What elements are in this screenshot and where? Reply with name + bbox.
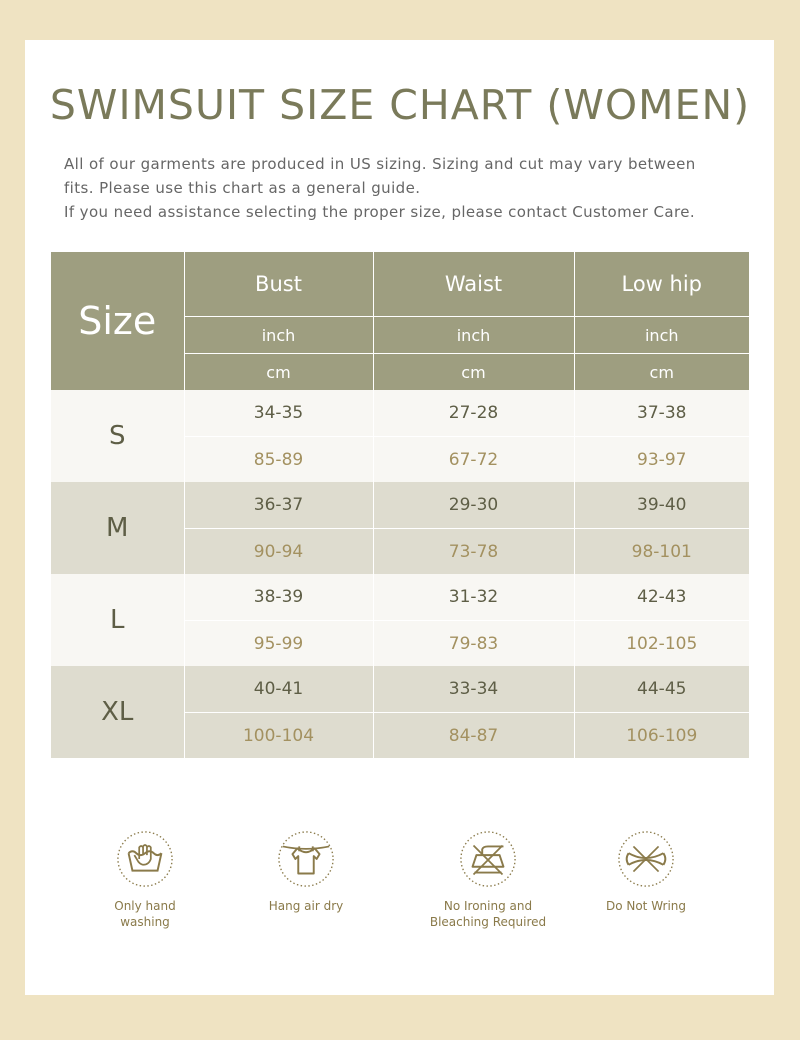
unit-cm-label: cm [574,354,749,391]
intro-text [64,152,754,224]
size-label: S [51,390,184,482]
waist-inch-value: 27-28 [373,390,574,437]
unit-inch-label: inch [184,317,373,354]
bust-cm-value: 90-94 [184,529,373,575]
size-group-s [51,390,749,482]
low-hip-cm-value: 93-97 [574,437,749,483]
intro-line-2: fits. Please use this chart as a general guide. [64,179,421,197]
intro-line-3: If you need assistance selecting the proper size, please contact Customer Care. [64,203,695,221]
unit-inch-label: inch [574,317,749,354]
care-label: Do Not Wring [605,899,687,913]
bust-cm-value: 100-104 [184,713,373,759]
column-header-low-hip: Low hip [574,252,749,317]
care-label: Hang air dry [268,899,344,913]
column-header-bust: Bust [184,252,373,317]
low-hip-cm-value: 102-105 [574,621,749,667]
waist-inch-value: 29-30 [373,482,574,529]
intro-line-1: All of our garments are produced in US sizing. Sizing and cut may vary between [64,155,696,173]
low-hip-cm-value: 98-101 [574,529,749,575]
care-label: Only hand washing [114,899,176,929]
bust-inch-value: 36-37 [184,482,373,529]
size-group-xl [51,666,749,758]
low-hip-inch-value: 39-40 [574,482,749,529]
care-label: No Ironing and Bleaching Required [429,899,547,929]
size-group-l [51,574,749,666]
no-wring-icon [617,830,675,888]
care-item-no-wring [576,830,716,914]
waist-inch-value: 33-34 [373,666,574,713]
column-header-waist: Waist [373,252,574,317]
bust-inch-value: 38-39 [184,574,373,621]
waist-cm-value: 79-83 [373,621,574,667]
low-hip-cm-value: 106-109 [574,713,749,759]
bust-inch-value: 34-35 [184,390,373,437]
waist-cm-value: 84-87 [373,713,574,759]
hand-wash-icon [116,830,174,888]
low-hip-inch-value: 44-45 [574,666,749,713]
size-column-header: Size [51,252,184,390]
bust-cm-value: 85-89 [184,437,373,483]
care-item-hang-dry [236,830,376,914]
size-group-m [51,482,749,574]
page-title: SWIMSUIT SIZE CHART (WOMEN) [49,81,751,129]
size-label: XL [51,666,184,758]
waist-inch-value: 31-32 [373,574,574,621]
bust-inch-value: 40-41 [184,666,373,713]
size-label: L [51,574,184,666]
unit-cm-label: cm [373,354,574,391]
waist-cm-value: 73-78 [373,529,574,575]
hang-dry-icon [277,830,335,888]
low-hip-inch-value: 42-43 [574,574,749,621]
unit-cm-label: cm [184,354,373,391]
unit-inch-label: inch [373,317,574,354]
care-item-no-iron [418,830,558,930]
size-label: M [51,482,184,574]
no-iron-icon [459,830,517,888]
waist-cm-value: 67-72 [373,437,574,483]
care-item-hand-wash [75,830,215,930]
size-chart-table [51,252,749,758]
low-hip-inch-value: 37-38 [574,390,749,437]
bust-cm-value: 95-99 [184,621,373,667]
